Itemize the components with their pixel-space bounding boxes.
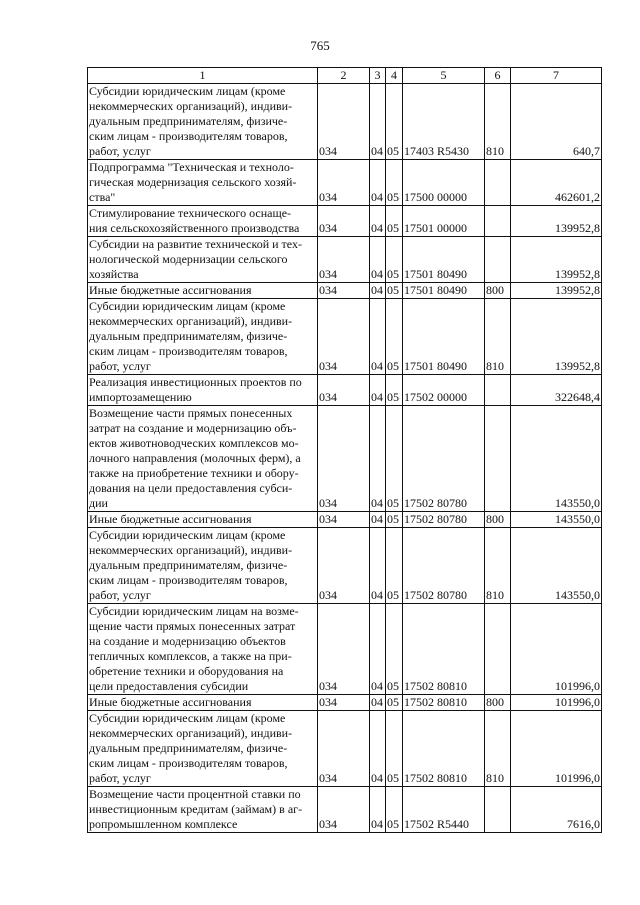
item-name-line: нологической модернизации сельского bbox=[89, 252, 288, 266]
section-code-cell: 04 bbox=[370, 206, 386, 237]
target-article-cell: 17500 00000 bbox=[403, 160, 485, 206]
item-name-cell bbox=[88, 604, 318, 695]
amount-cell: 7616,0 bbox=[511, 787, 602, 833]
expense-type-cell: 810 bbox=[485, 299, 511, 375]
table-row bbox=[88, 787, 602, 833]
item-name-line: на создание и модернизацию объектов bbox=[89, 634, 286, 648]
amount-cell: 640,7 bbox=[511, 84, 602, 160]
item-name-line: дуальным предпринимателям, физиче- bbox=[89, 558, 288, 572]
item-name-line: дуальным предпринимателям, физиче- bbox=[89, 114, 288, 128]
table-row bbox=[88, 299, 602, 375]
target-article-cell: 17502 80810 bbox=[403, 604, 485, 695]
ministry-code-cell: 034 bbox=[318, 160, 370, 206]
item-name-cell bbox=[88, 237, 318, 283]
item-name-line: Субсидии юридическим лицам на возме- bbox=[89, 604, 299, 618]
item-name-line: Подпрограмма "Техническая и техноло- bbox=[89, 160, 294, 174]
item-name-line: гическая модернизация сельского хозяй- bbox=[89, 175, 297, 189]
item-name-line: Иные бюджетные ассигнования bbox=[89, 512, 252, 526]
amount-cell: 139952,8 bbox=[511, 299, 602, 375]
expense-type-cell: 810 bbox=[485, 528, 511, 604]
column-header: 5 bbox=[403, 68, 485, 84]
expense-type-cell bbox=[485, 604, 511, 695]
item-name-line: обретение техники и оборудования на bbox=[89, 664, 284, 678]
ministry-code-cell: 034 bbox=[318, 237, 370, 283]
item-name-cell bbox=[88, 512, 318, 528]
subsection-code-cell: 05 bbox=[386, 604, 403, 695]
table-row bbox=[88, 695, 602, 711]
amount-cell: 101996,0 bbox=[511, 695, 602, 711]
item-name-line: ским лицам - производителям товаров, bbox=[89, 756, 288, 770]
subsection-code-cell: 05 bbox=[386, 406, 403, 512]
item-name-line: Возмещение части прямых понесенных bbox=[89, 406, 293, 420]
item-name-line: тепличных комплексов, а также на при- bbox=[89, 649, 292, 663]
table-row bbox=[88, 375, 602, 406]
expense-type-cell bbox=[485, 206, 511, 237]
item-name-cell bbox=[88, 406, 318, 512]
item-name-line: щение части прямых понесенных затрат bbox=[89, 619, 296, 633]
item-name-line: ропромышленном комплексе bbox=[89, 817, 238, 831]
item-name-line: Иные бюджетные ассигнования bbox=[89, 695, 252, 709]
subsection-code-cell: 05 bbox=[386, 375, 403, 406]
target-article-cell: 17403 R5430 bbox=[403, 84, 485, 160]
subsection-code-cell: 05 bbox=[386, 283, 403, 299]
section-code-cell: 04 bbox=[370, 283, 386, 299]
ministry-code-cell: 034 bbox=[318, 528, 370, 604]
table-row bbox=[88, 406, 602, 512]
expense-type-cell bbox=[485, 375, 511, 406]
item-name-line: дуальным предпринимателям, физиче- bbox=[89, 741, 288, 755]
amount-cell: 462601,2 bbox=[511, 160, 602, 206]
item-name-line: некоммерческих организаций), индиви- bbox=[89, 726, 293, 740]
expense-type-cell bbox=[485, 787, 511, 833]
ministry-code-cell: 034 bbox=[318, 406, 370, 512]
amount-cell: 143550,0 bbox=[511, 512, 602, 528]
item-name-cell bbox=[88, 695, 318, 711]
item-name-line: затрат на создание и модернизацию объ- bbox=[89, 421, 297, 435]
column-header: 6 bbox=[485, 68, 511, 84]
item-name-line: некоммерческих организаций), индиви- bbox=[89, 543, 293, 557]
ministry-code-cell: 034 bbox=[318, 711, 370, 787]
item-name-line: лочного направления (молочных ферм), а bbox=[89, 451, 301, 465]
section-code-cell: 04 bbox=[370, 711, 386, 787]
item-name-line: Субсидии юридическим лицам (кроме bbox=[89, 84, 286, 98]
section-code-cell: 04 bbox=[370, 160, 386, 206]
item-name-line: инвестиционным кредитам (займам) в аг- bbox=[89, 802, 303, 816]
item-name-line: Реализация инвестиционных проектов по bbox=[89, 375, 302, 389]
ministry-code-cell: 034 bbox=[318, 604, 370, 695]
item-name-line: некоммерческих организаций), индиви- bbox=[89, 314, 293, 328]
item-name-cell bbox=[88, 84, 318, 160]
page-number: 765 bbox=[310, 38, 330, 53]
item-name-line: работ, услуг bbox=[89, 771, 151, 785]
target-article-cell: 17501 80490 bbox=[403, 283, 485, 299]
item-name-cell bbox=[88, 160, 318, 206]
amount-cell: 143550,0 bbox=[511, 528, 602, 604]
item-name-line: работ, услуг bbox=[89, 359, 151, 373]
table-row bbox=[88, 604, 602, 695]
target-article-cell: 17501 80490 bbox=[403, 237, 485, 283]
amount-cell: 139952,8 bbox=[511, 206, 602, 237]
subsection-code-cell: 05 bbox=[386, 787, 403, 833]
column-number-row bbox=[88, 68, 602, 84]
column-header: 2 bbox=[318, 68, 370, 84]
item-name-line: ния сельскохозяйственного производства bbox=[89, 221, 300, 235]
table-row bbox=[88, 512, 602, 528]
target-article-cell: 17502 80780 bbox=[403, 512, 485, 528]
ministry-code-cell: 034 bbox=[318, 299, 370, 375]
section-code-cell: 04 bbox=[370, 299, 386, 375]
target-article-cell: 17502 80810 bbox=[403, 695, 485, 711]
ministry-code-cell: 034 bbox=[318, 206, 370, 237]
section-code-cell: 04 bbox=[370, 528, 386, 604]
item-name-cell bbox=[88, 283, 318, 299]
table-row bbox=[88, 237, 602, 283]
item-name-line: Иные бюджетные ассигнования bbox=[89, 283, 252, 297]
item-name-cell bbox=[88, 206, 318, 237]
amount-cell: 139952,8 bbox=[511, 283, 602, 299]
item-name-line: Субсидии на развитие технической и тех- bbox=[89, 237, 302, 251]
expense-type-cell bbox=[485, 237, 511, 283]
item-name-line: также на приобретение техники и обору- bbox=[89, 466, 299, 480]
item-name-line: хозяйства bbox=[89, 267, 139, 281]
subsection-code-cell: 05 bbox=[386, 711, 403, 787]
item-name-line: дии bbox=[89, 496, 108, 510]
target-article-cell: 17502 R5440 bbox=[403, 787, 485, 833]
expense-type-cell: 800 bbox=[485, 695, 511, 711]
target-article-cell: 17502 00000 bbox=[403, 375, 485, 406]
budget-table bbox=[87, 67, 602, 833]
table-row bbox=[88, 206, 602, 237]
section-code-cell: 04 bbox=[370, 84, 386, 160]
section-code-cell: 04 bbox=[370, 512, 386, 528]
column-header: 1 bbox=[88, 68, 318, 84]
ministry-code-cell: 034 bbox=[318, 695, 370, 711]
amount-cell: 101996,0 bbox=[511, 711, 602, 787]
table-row bbox=[88, 528, 602, 604]
item-name-line: некоммерческих организаций), индиви- bbox=[89, 99, 293, 113]
table-row bbox=[88, 160, 602, 206]
item-name-line: импортозамещению bbox=[89, 390, 192, 404]
item-name-line: цели предоставления субсидии bbox=[89, 679, 249, 693]
item-name-line: работ, услуг bbox=[89, 144, 151, 158]
item-name-line: дуальным предпринимателям, физиче- bbox=[89, 329, 288, 343]
ministry-code-cell: 034 bbox=[318, 787, 370, 833]
expense-type-cell: 810 bbox=[485, 84, 511, 160]
ministry-code-cell: 034 bbox=[318, 375, 370, 406]
expense-type-cell: 800 bbox=[485, 283, 511, 299]
table-row bbox=[88, 711, 602, 787]
target-article-cell: 17501 80490 bbox=[403, 299, 485, 375]
subsection-code-cell: 05 bbox=[386, 528, 403, 604]
expense-type-cell: 810 bbox=[485, 711, 511, 787]
item-name-line: работ, услуг bbox=[89, 588, 151, 602]
ministry-code-cell: 034 bbox=[318, 512, 370, 528]
table-row bbox=[88, 283, 602, 299]
item-name-line: ским лицам - производителям товаров, bbox=[89, 129, 288, 143]
target-article-cell: 17502 80780 bbox=[403, 406, 485, 512]
item-name-line: ства" bbox=[89, 190, 116, 204]
expense-type-cell bbox=[485, 406, 511, 512]
section-code-cell: 04 bbox=[370, 237, 386, 283]
amount-cell: 139952,8 bbox=[511, 237, 602, 283]
subsection-code-cell: 05 bbox=[386, 695, 403, 711]
item-name-cell bbox=[88, 787, 318, 833]
item-name-line: дования на цели предоставления субси- bbox=[89, 481, 293, 495]
subsection-code-cell: 05 bbox=[386, 206, 403, 237]
item-name-cell bbox=[88, 711, 318, 787]
section-code-cell: 04 bbox=[370, 787, 386, 833]
subsection-code-cell: 05 bbox=[386, 84, 403, 160]
subsection-code-cell: 05 bbox=[386, 160, 403, 206]
target-article-cell: 17502 80780 bbox=[403, 528, 485, 604]
subsection-code-cell: 05 bbox=[386, 237, 403, 283]
item-name-line: Субсидии юридическим лицам (кроме bbox=[89, 528, 286, 542]
column-header: 3 bbox=[370, 68, 386, 84]
table-body bbox=[88, 84, 602, 833]
item-name-cell bbox=[88, 299, 318, 375]
item-name-line: Возмещение части процентной ставки по bbox=[89, 787, 301, 801]
expense-type-cell: 800 bbox=[485, 512, 511, 528]
item-name-cell bbox=[88, 375, 318, 406]
subsection-code-cell: 05 bbox=[386, 299, 403, 375]
ministry-code-cell: 034 bbox=[318, 84, 370, 160]
amount-cell: 143550,0 bbox=[511, 406, 602, 512]
column-header: 4 bbox=[386, 68, 403, 84]
item-name-line: Субсидии юридическим лицам (кроме bbox=[89, 299, 286, 313]
subsection-code-cell: 05 bbox=[386, 512, 403, 528]
table-row bbox=[88, 84, 602, 160]
item-name-line: Стимулирование технического оснаще- bbox=[89, 206, 292, 220]
column-header: 7 bbox=[511, 68, 602, 84]
section-code-cell: 04 bbox=[370, 604, 386, 695]
section-code-cell: 04 bbox=[370, 375, 386, 406]
amount-cell: 101996,0 bbox=[511, 604, 602, 695]
target-article-cell: 17502 80810 bbox=[403, 711, 485, 787]
item-name-line: ектов животноводческих комплексов мо- bbox=[89, 436, 299, 450]
section-code-cell: 04 bbox=[370, 406, 386, 512]
section-code-cell: 04 bbox=[370, 695, 386, 711]
item-name-line: Субсидии юридическим лицам (кроме bbox=[89, 711, 286, 725]
item-name-cell bbox=[88, 528, 318, 604]
expense-type-cell bbox=[485, 160, 511, 206]
item-name-line: ским лицам - производителям товаров, bbox=[89, 573, 288, 587]
item-name-line: ским лицам - производителям товаров, bbox=[89, 344, 288, 358]
target-article-cell: 17501 00000 bbox=[403, 206, 485, 237]
ministry-code-cell: 034 bbox=[318, 283, 370, 299]
amount-cell: 322648,4 bbox=[511, 375, 602, 406]
